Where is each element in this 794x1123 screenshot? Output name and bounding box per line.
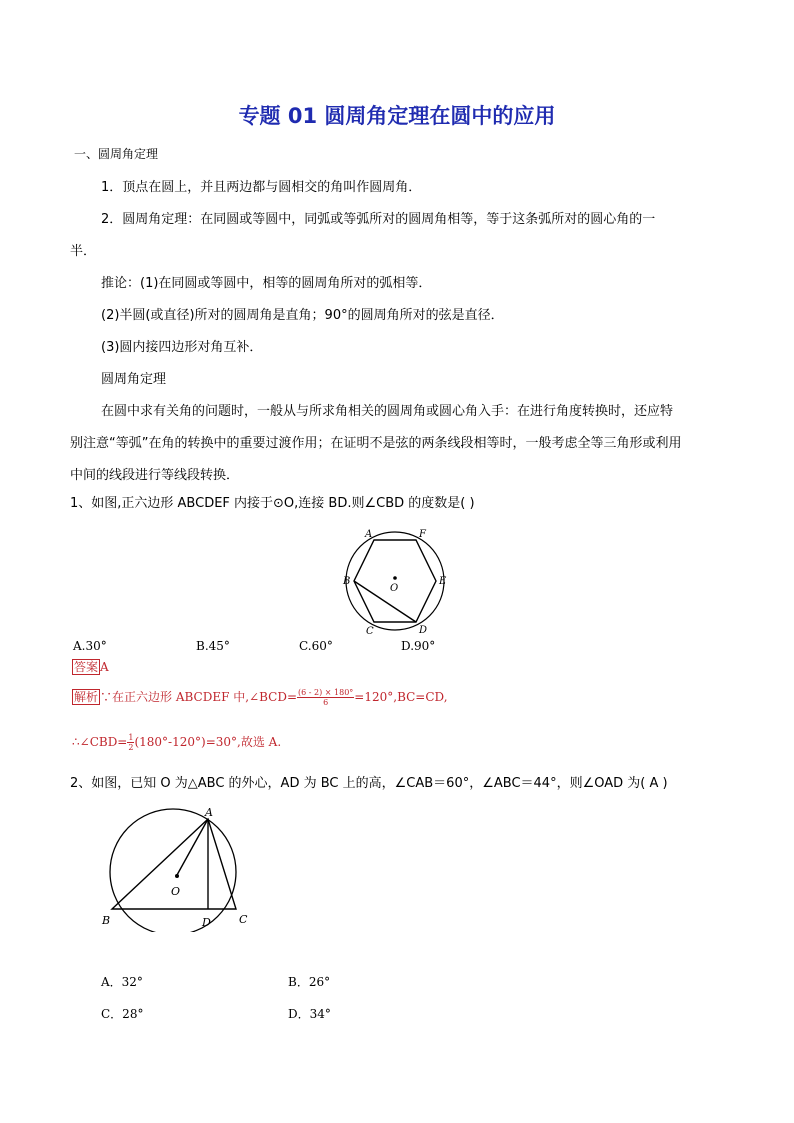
answer-tag: 答案 [74, 660, 99, 674]
analysis-text-4: (180°-120°)=30°,故选 A. [134, 735, 282, 749]
section2-paragraph-line2: 别注意“等弧”在角的转换中的重要过渡作用；在证明不是弦的两条线段相等时，一般考虑全等三角形或利用 [70, 436, 682, 451]
q1-stem: 1、如图,正六边形 ABCDEF 内接于⊙O,连接 BD.则∠CBD 的度数是( ) [70, 496, 475, 511]
analysis-text-1: ∵在正六边形 ABCDEF 中,∠BCD= [100, 690, 298, 704]
circumcircle [346, 532, 444, 630]
section1-heading: 一、圆周角定理 [74, 147, 159, 161]
q2-stem: 2、如图，已知 O 为△ABC 的外心，AD 为 BC 上的高，∠CAB＝60°，∠ABC＝44°，则∠OAD 为( A ) [70, 776, 668, 791]
q2-option-a: A．32° [101, 975, 143, 989]
section1-paragraph-2a: 2．圆周角定理：在同圆或等圆中，同弧或等弧所对的圆周角相等，等于这条弧所对的圆心角的一 [101, 212, 656, 227]
section1-paragraph-1: 1．顶点在圆上，并且两边都与圆相交的角叫作圆周角． [101, 180, 422, 195]
q1-option-a: A.30° [73, 639, 107, 653]
answer-value: A [100, 660, 109, 674]
section1-corollary-2: (2)半圆(或直径)所对的圆周角是直角；90°的圆周角所对的弦是直径． [101, 308, 504, 323]
label-c: C [366, 626, 374, 637]
label-o: O [171, 885, 181, 898]
label-a: A [365, 529, 373, 540]
label-c: C [239, 913, 248, 926]
hexagon-figure [330, 522, 470, 640]
label-d: D [202, 916, 211, 929]
segment-oa [177, 819, 208, 875]
section1-corollary-1: 推论：(1)在同圆或等圆中，相等的圆周角所对的弧相等． [101, 276, 432, 291]
fraction-1-denominator: 6 [323, 698, 329, 707]
q1-option-c: C.60° [299, 639, 333, 653]
label-f: F [419, 529, 426, 540]
center-point [393, 576, 397, 580]
q2-option-b: B．26° [288, 975, 331, 989]
q1-option-b: B.45° [196, 639, 230, 653]
page-title: 专题 01 圆周角定理在圆中的应用 [238, 104, 556, 128]
fraction-1 [297, 688, 354, 707]
section2-heading: 圆周角定理 [101, 372, 167, 387]
section2-paragraph-line1: 在圆中求有关角的问题时，一般从与所求角相关的圆周角或圆心角入手：在进行角度转换时，还应特 [101, 404, 674, 419]
center-point [175, 874, 179, 878]
analysis-text-2: =120°,BC=CD, [354, 690, 448, 704]
label-d: D [419, 625, 428, 636]
hexagon [354, 540, 436, 622]
fraction-1-numerator: (6 - 2) × 180° [298, 688, 354, 697]
fraction-2-denominator: 2 [128, 743, 134, 752]
q2-option-c: C．28° [101, 1007, 144, 1021]
triangle-figure [96, 802, 266, 932]
analysis-text-3: ∴∠CBD= [72, 735, 128, 749]
label-b: B [343, 576, 351, 587]
label-o: O [390, 583, 399, 594]
q1-option-d: D.90° [401, 639, 436, 653]
fraction-2-numerator: 1 [128, 733, 134, 742]
section1-corollary-3: (3)圆内接四边形对角互补． [101, 340, 263, 355]
label-a: A [205, 806, 213, 819]
label-e: E [439, 576, 447, 587]
q2-option-d: D．34° [288, 1007, 331, 1021]
circumcircle [110, 809, 236, 932]
section2-paragraph-line3: 中间的线段进行等线段转换． [70, 468, 240, 483]
q1-analysis-line1 [72, 688, 448, 707]
q1-analysis-line2 [72, 733, 281, 752]
section1-paragraph-2b: 半． [70, 244, 97, 259]
q1-answer [72, 658, 109, 675]
label-b: B [102, 914, 111, 927]
analysis-tag: 解析 [74, 690, 99, 704]
